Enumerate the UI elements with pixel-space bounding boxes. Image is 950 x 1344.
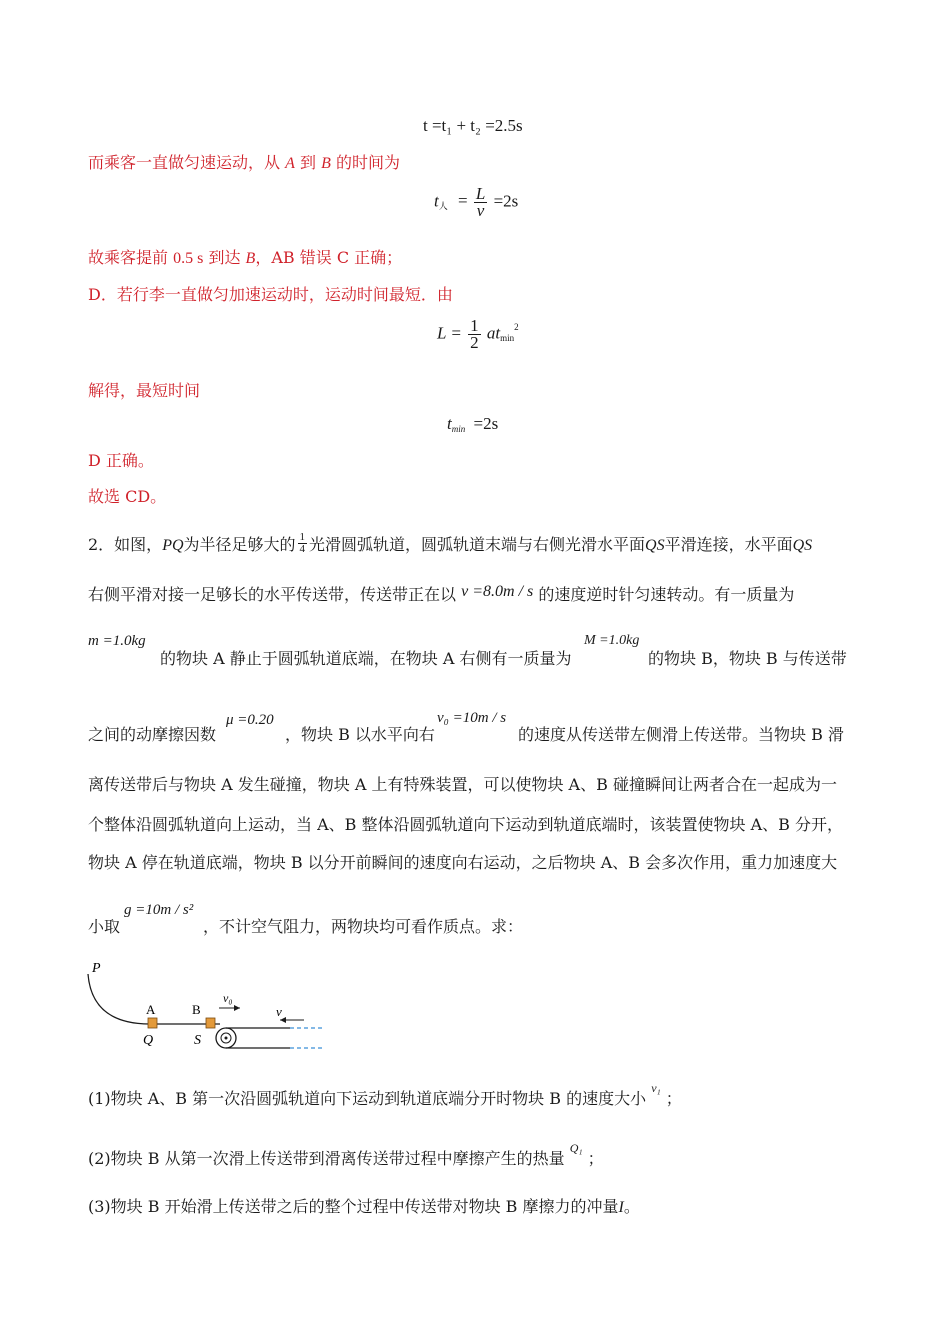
eq-t-person: [434, 186, 518, 219]
text: 为半径足够大的: [183, 535, 296, 554]
eq-total-time: [423, 116, 523, 136]
denominator: 2: [470, 333, 479, 352]
text: 的时间为: [335, 153, 400, 172]
text: 到: [299, 153, 316, 172]
var-QS: QS: [792, 537, 813, 554]
text: (2)物块 B 从第一次滑上传送带到滑离传送带过程中摩擦产生的热量: [88, 1149, 565, 1168]
belt-roller-axle: [225, 1037, 228, 1040]
line-solve: 解得，最短时间: [88, 381, 201, 400]
problem-line-4b: [285, 724, 435, 746]
value-M: M =1.0kg: [584, 633, 640, 648]
line-passenger: [88, 152, 400, 175]
rhs: =2s: [493, 191, 519, 211]
text: 而乘客一直做匀速运动，从: [88, 153, 281, 172]
problem-line-4c: [518, 724, 844, 746]
text: ；: [665, 1089, 682, 1108]
t-symbol: t: [434, 191, 439, 211]
text: 光滑圆弧轨道，圆弧轨道末端与右侧光滑水平面: [309, 535, 646, 554]
text: 之间的动摩擦因数: [88, 725, 217, 744]
value-g: g =10m / s²: [124, 902, 194, 918]
block-A: [148, 1018, 157, 1028]
text: ，不计空气阻力，两物块均可看作质点。求：: [203, 917, 524, 936]
var-B: B: [321, 155, 331, 172]
numerator: L: [475, 184, 486, 203]
label-v0: v₀: [223, 991, 233, 1005]
var-A: A: [285, 155, 295, 172]
text: 的物块 B，物块 B 与传送带: [648, 649, 847, 668]
label-B: B: [192, 1002, 201, 1017]
symbol-Q1: Q₁: [569, 1141, 583, 1155]
eq-total-time-text: t =t₁ + t₂ =2.5s: [423, 116, 523, 135]
label-S: S: [194, 1033, 201, 1048]
value-v: v =8.0m / s: [461, 583, 534, 600]
eq-L: [437, 318, 519, 351]
text: 的物块 A 静止于圆弧轨道底端，在物块 A 右侧有一质量为: [160, 649, 572, 668]
text: 2．如图，: [88, 535, 163, 554]
problem-line-8: [88, 916, 120, 938]
denominator: v: [476, 201, 485, 220]
text: (3)物块 B 开始滑上传送带之后的整个过程中传送带对物块 B 摩擦力的冲量: [88, 1197, 619, 1216]
text: (1)物块 A、B 第一次沿圆弧轨道向下运动到轨道底端分开时物块 B 的速度大小: [88, 1089, 647, 1108]
numerator: 1: [299, 531, 306, 543]
problem-line-6: 个整体沿圆弧轨道向上运动，当 A、B 整体沿圆弧轨道向下运动到轨道底端时，该装置使物块 A、B 分开，: [88, 815, 843, 834]
fraction-quarter: [298, 532, 308, 555]
question-2: [88, 1141, 604, 1171]
problem-line-7: 物块 A 停在轨道底端，物块 B 以分开前瞬间的速度向右运动，之后物块 A、B 会多次作用，重力加速度大: [88, 853, 838, 872]
text: 右侧平滑对接一足够长的水平传送带，传送带正在以: [88, 585, 457, 604]
eq-tmin: [447, 414, 498, 434]
text: 故乘客提前: [88, 248, 169, 267]
line-D: D．若行李一直做匀加速运动时，运动时间最短．由: [88, 285, 453, 304]
value-mu: μ =0.20: [226, 712, 274, 728]
problem-line-2: [88, 584, 794, 607]
at: at: [486, 323, 501, 343]
line-early: [88, 247, 402, 270]
text: 平滑连接，水平面: [664, 535, 793, 554]
problem-line-8b: [203, 916, 523, 938]
text: 小取: [88, 917, 121, 936]
equals: =: [458, 191, 468, 211]
question-3: [88, 1196, 640, 1219]
problem-figure: [80, 956, 340, 1066]
var-PQ: PQ: [162, 537, 184, 554]
value-m: m =1.0kg: [88, 633, 146, 649]
line-D-correct: D 正确。: [88, 451, 154, 470]
question-1: [88, 1081, 682, 1111]
text: 的速度从传送带左侧滑上传送带。当物块 B 滑: [518, 725, 844, 744]
problem-line-4: [88, 724, 216, 746]
rhs: =2s: [473, 414, 499, 433]
label-v: v: [276, 1004, 282, 1019]
problem-line-1: [88, 531, 813, 557]
fraction-half: [468, 318, 481, 351]
problem-line-5: 离传送带后与物块 A 发生碰撞，物块 A 上有特殊装置，可以使物块 A、B 碰撞瞬间让两者合在一起成为一: [88, 775, 837, 794]
problem-line-3: [160, 648, 571, 670]
var-QS: QS: [645, 537, 665, 554]
value: 0.5 s: [173, 250, 204, 267]
value-v0: v₀ =10m / s: [437, 710, 507, 726]
sub-person: 人: [438, 201, 448, 212]
fraction-L-over-v: [474, 186, 487, 219]
t-symbol: t: [447, 414, 452, 433]
text: 。: [623, 1197, 640, 1216]
line-choose: 故选 CD。: [88, 487, 167, 506]
symbol-v1: v₁: [651, 1081, 661, 1095]
sub-min: min: [451, 424, 466, 434]
text: 到达: [208, 248, 241, 267]
text: ，AB 错误 C 正确；: [255, 248, 403, 267]
block-B: [206, 1018, 215, 1028]
denominator: 4: [299, 543, 306, 555]
text: ；: [587, 1149, 604, 1168]
L-lhs: L =: [437, 323, 462, 343]
text: ，物块 B 以水平向右: [285, 725, 435, 744]
text: 的速度逆时针匀速转动。有一质量为: [538, 585, 795, 604]
problem-line-3b: [648, 648, 847, 670]
label-P: P: [92, 961, 101, 976]
label-Q: Q: [143, 1033, 154, 1048]
numerator: 1: [470, 316, 479, 335]
arrow-v0-head: [234, 1005, 240, 1011]
label-A: A: [146, 1002, 156, 1017]
sub-min: min: [500, 333, 515, 344]
arc-track: [88, 974, 150, 1024]
sup-2: 2: [514, 322, 519, 333]
symbol-I: I: [618, 1199, 624, 1216]
var-B: B: [245, 250, 256, 267]
